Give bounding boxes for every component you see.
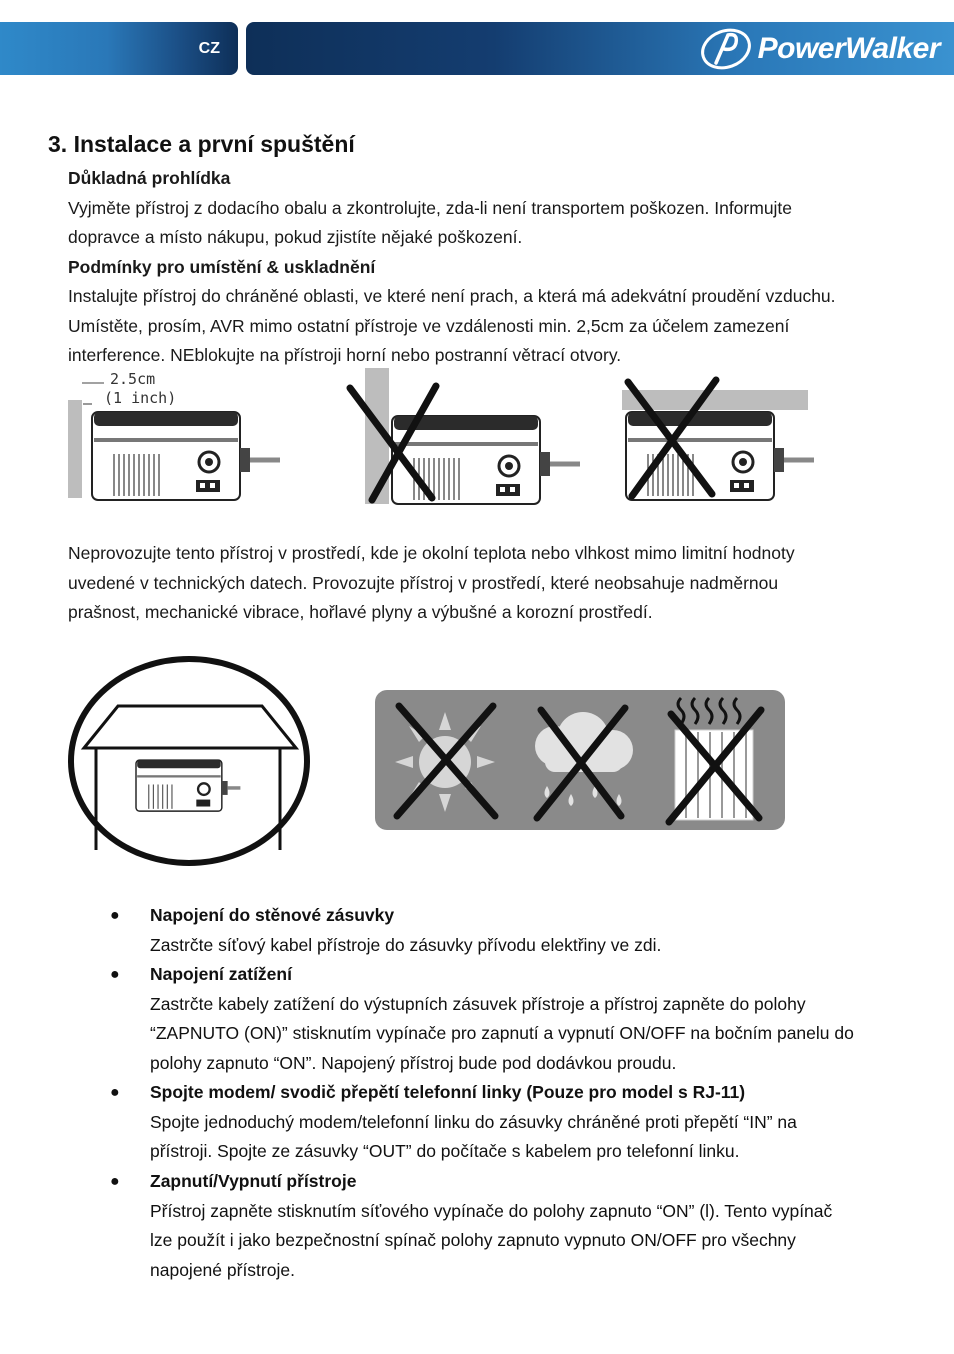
bullet-line: přístroji. Spojte ze zásuvky “OUT” do počítače s kabelem pro telefonní linku. bbox=[150, 1141, 740, 1161]
header-left-band bbox=[0, 22, 238, 75]
brand-name: PowerWalker bbox=[757, 32, 940, 65]
inspection-heading: Důkladná prohlídka bbox=[68, 168, 231, 188]
section-title: 3. Instalace a první spuštění bbox=[48, 131, 355, 157]
bullet-line: Spojte jednoduchý modem/telefonní linku do zásuvky chráněné proti přepětí “IN” na bbox=[150, 1111, 797, 1132]
bullet-line: “ZAPNUTO (ON)” stisknutím vypínače pro zapnutí a vypnutí ON/OFF na bočním panelu do bbox=[150, 1023, 854, 1043]
powerwalker-logo-icon bbox=[698, 27, 754, 71]
forbidden-environment-illustration bbox=[375, 690, 787, 832]
placement-heading: Podmínky pro umístění & uskladnění bbox=[68, 257, 376, 277]
bullet-dot: ● bbox=[110, 907, 120, 924]
bullet-line: Zastrčte síťový kabel přístroje do zásuvky přívodu elektřiny ve zdi. bbox=[150, 934, 662, 955]
bullet-title: Napojení do stěnové zásuvky bbox=[150, 905, 395, 925]
clearance-illustration bbox=[66, 368, 816, 508]
bullet-line: polohy zapnuto “ON”. Napojený přístroj bude pod dodávkou proudu. bbox=[150, 1052, 677, 1073]
bullet-title: Zapnutí/Vypnutí přístroje bbox=[150, 1171, 357, 1191]
bullet-dot: ● bbox=[110, 1084, 120, 1101]
bullet-wall-outlet bbox=[110, 901, 900, 960]
bullet-line: Přístroj zapněte stisknutím síťového vypínače do polohy zapnuto “ON” (l). Tento vypínač bbox=[150, 1200, 833, 1221]
placement-line-3: interference. NEblokujte na přístroji horní nebo postranní větrací otvory. bbox=[68, 345, 622, 365]
inspection-line-2: dopravce a místo nákupu, pokud zjistíte nějaké poškození. bbox=[68, 227, 523, 247]
indoor-use-illustration bbox=[66, 654, 312, 868]
bullet-load-connection bbox=[110, 960, 900, 1078]
placement-line-1: Instalujte přístroj do chráněné oblasti, ve které není prach, a která má adekvátní proudění vzduchu. bbox=[68, 286, 836, 306]
clearance-label-cm: 2.5cm bbox=[110, 370, 156, 388]
bullet-power-switch bbox=[110, 1167, 900, 1285]
brand-logo bbox=[698, 26, 940, 72]
environment-line-1: Neprovozujte tento přístroj v prostředí, kde je okolní teplota nebo vlhkost mimo limitní hodnoty bbox=[68, 543, 795, 563]
bullet-line: Zastrčte kabely zatížení do výstupních zásuvek přístroje a přístroj zapněte do polohy bbox=[150, 993, 806, 1014]
header-right-band bbox=[246, 22, 954, 75]
bullet-title: Napojení zatížení bbox=[150, 964, 292, 984]
inspection-line-1: Vyjměte přístroj z dodacího obalu a zkontrolujte, zda-li není transportem poškozen. Informujte bbox=[68, 198, 793, 218]
environment-line-3: prašnost, mechanické vibrace, hořlavé plyny a výbušné a korozní prostředí. bbox=[68, 602, 653, 622]
bullet-dot: ● bbox=[110, 966, 120, 983]
bullet-line: napojené přístroje. bbox=[150, 1259, 295, 1280]
bullet-modem-connection bbox=[110, 1078, 900, 1167]
environment-line-2: uvedené v technických datech. Provozujte přístroj v prostředí, které neobsahuje nadměrnou bbox=[68, 573, 779, 593]
bullet-title: Spojte modem/ svodič přepětí telefonní linky (Pouze pro model s RJ-11) bbox=[150, 1082, 746, 1102]
bullet-dot: ● bbox=[110, 1173, 120, 1190]
clearance-label-inch: (1 inch) bbox=[104, 389, 177, 407]
placement-line-2: Umístěte, prosím, AVR mimo ostatní přístroje ve vzdálenosti min. 2,5cm za účelem zamezení bbox=[68, 316, 790, 336]
sun-icon bbox=[395, 706, 495, 816]
bullet-line: lze použít i jako bezpečnostní spínač polohy zapnuto vypnuto ON/OFF pro všechny bbox=[150, 1230, 796, 1250]
language-code: CZ bbox=[198, 40, 220, 57]
